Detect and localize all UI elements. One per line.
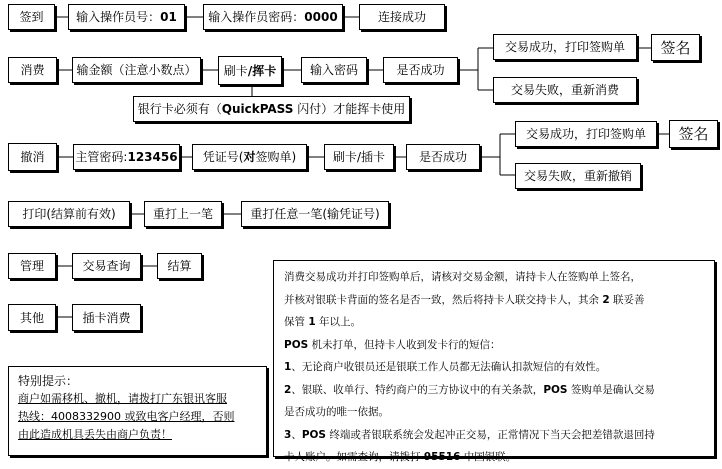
settle-label: 结算 bbox=[167, 259, 192, 273]
print-box bbox=[8, 201, 130, 227]
special-notice-line1: 商户如需移机、撤机，请拨打广东银讯客服 bbox=[18, 392, 227, 405]
reprint-last-label: 重打上一笔 bbox=[152, 207, 213, 221]
info-item2: 2、银联、收单行、特约商户的三方协议中的有关条款，POS 签购单是确认交易 bbox=[284, 383, 655, 396]
insert-card-label: 插卡消费 bbox=[82, 310, 131, 325]
manage-label: 管理 bbox=[19, 259, 44, 273]
consume-success-box bbox=[493, 34, 637, 60]
operator-number-prefix: 输入操作员号： bbox=[76, 10, 161, 24]
void-success-box bbox=[515, 121, 657, 147]
void-box bbox=[8, 143, 57, 171]
swipe-wave-box bbox=[218, 56, 282, 85]
reprint-any-box bbox=[241, 201, 389, 227]
settle-box bbox=[157, 253, 202, 279]
swipe-label: 刷卡/挥卡 bbox=[223, 63, 277, 78]
void-success-question: 是否成功 bbox=[418, 150, 467, 164]
quickpass-note: 银行卡必须有（QuickPASS 闪付）才能挥卡使用 bbox=[137, 102, 406, 116]
voucher-number-box bbox=[192, 144, 307, 170]
void-fail-box bbox=[515, 163, 641, 189]
supervisor-password-prefix: 主管密码: bbox=[75, 150, 128, 164]
void-label: 撤消 bbox=[20, 150, 45, 164]
void-sign-label: 签名 bbox=[678, 125, 709, 143]
reprint-last-box bbox=[144, 201, 222, 227]
signin-label: 签到 bbox=[19, 10, 44, 24]
consume-success-question: 是否成功 bbox=[396, 63, 445, 77]
void-sign-box bbox=[669, 120, 718, 148]
void-success-label: 交易成功，打印签购单 bbox=[525, 127, 646, 141]
voucher-number-label: 凭证号(对签购单) bbox=[202, 150, 297, 164]
signin-box bbox=[8, 4, 55, 30]
consume-success-question-box bbox=[383, 57, 458, 83]
info-para2: 并核对银联卡背面的签名是否一致，然后将持卡人联交持卡人，其余 2 联妥善 bbox=[284, 293, 645, 306]
transaction-info-box bbox=[273, 260, 715, 463]
info-item3: 3、POS 终端或者银联系统会发起冲正交易，正常情况下当天会把差错款退回持 bbox=[284, 428, 655, 441]
void-success-question-box bbox=[406, 144, 480, 170]
special-notice-box bbox=[8, 366, 267, 456]
transaction-query-box bbox=[72, 253, 141, 279]
consume-fail-box bbox=[493, 77, 637, 103]
consume-success-label: 交易成功，打印签购单 bbox=[504, 40, 625, 54]
amount-box bbox=[72, 57, 201, 83]
void-fail-label: 交易失败，重新撤销 bbox=[523, 169, 632, 183]
void-swipe-box bbox=[324, 144, 394, 170]
void-swipe-label: 刷卡/插卡 bbox=[332, 150, 386, 164]
operator-password-prefix: 输入操作员密码： bbox=[208, 10, 305, 24]
enter-pin-box bbox=[301, 57, 367, 83]
consume-sign-label: 签名 bbox=[660, 38, 691, 57]
other-label: 其他 bbox=[19, 310, 44, 325]
operator-password-box bbox=[203, 4, 343, 30]
quickpass-note-box bbox=[133, 96, 410, 122]
insert-card-box bbox=[72, 304, 141, 331]
info-item1: 1、无论商户收银员还是银联工作人员都无法确认扣款短信的有效性。 bbox=[284, 361, 607, 373]
consume-box bbox=[8, 57, 57, 83]
operator-number-value: 01 bbox=[160, 10, 177, 24]
special-notice-line3: 由此造成机具丢失由商户负责！ bbox=[18, 428, 172, 441]
consume-label: 消费 bbox=[20, 63, 45, 77]
info-item3-cont: 卡人账户。如需查询，请拨打 95516 中国银联。 bbox=[284, 451, 517, 463]
print-label: 打印(结算前有效) bbox=[22, 207, 116, 221]
supervisor-password-value: 123456 bbox=[127, 150, 178, 164]
consume-fail-label: 交易失败，重新消费 bbox=[510, 83, 619, 97]
consume-sign-box bbox=[651, 34, 700, 61]
special-notice-line2: 热线：4008332900 或致电客户经理，否则 bbox=[18, 410, 235, 423]
info-para3: 保管 1 年以上。 bbox=[284, 316, 361, 328]
connected-box bbox=[359, 4, 445, 30]
supervisor-password-box bbox=[73, 144, 180, 170]
info-item2-cont: 是否成功的唯一依据。 bbox=[284, 406, 389, 418]
special-notice-title: 特别提示： bbox=[18, 374, 79, 388]
info-pos-line: POS 机未打单，但持卡人收到发卡行的短信： bbox=[284, 338, 501, 351]
enter-pin-label: 输入密码 bbox=[309, 63, 358, 77]
operator-number-box bbox=[68, 4, 185, 30]
transaction-query-label: 交易查询 bbox=[82, 259, 131, 273]
reprint-any-label: 重打任意一笔(输凭证号) bbox=[250, 207, 380, 221]
other-box bbox=[8, 304, 56, 331]
info-para1: 消费交易成功并打印签购单后，请核对交易金额，请持卡人在签购单上签名， bbox=[284, 271, 641, 283]
amount-label: 输金额（注意小数点） bbox=[76, 63, 197, 77]
operator-password-value: 0000 bbox=[304, 10, 338, 24]
connected-label: 连接成功 bbox=[377, 10, 426, 24]
manage-box bbox=[8, 253, 56, 279]
